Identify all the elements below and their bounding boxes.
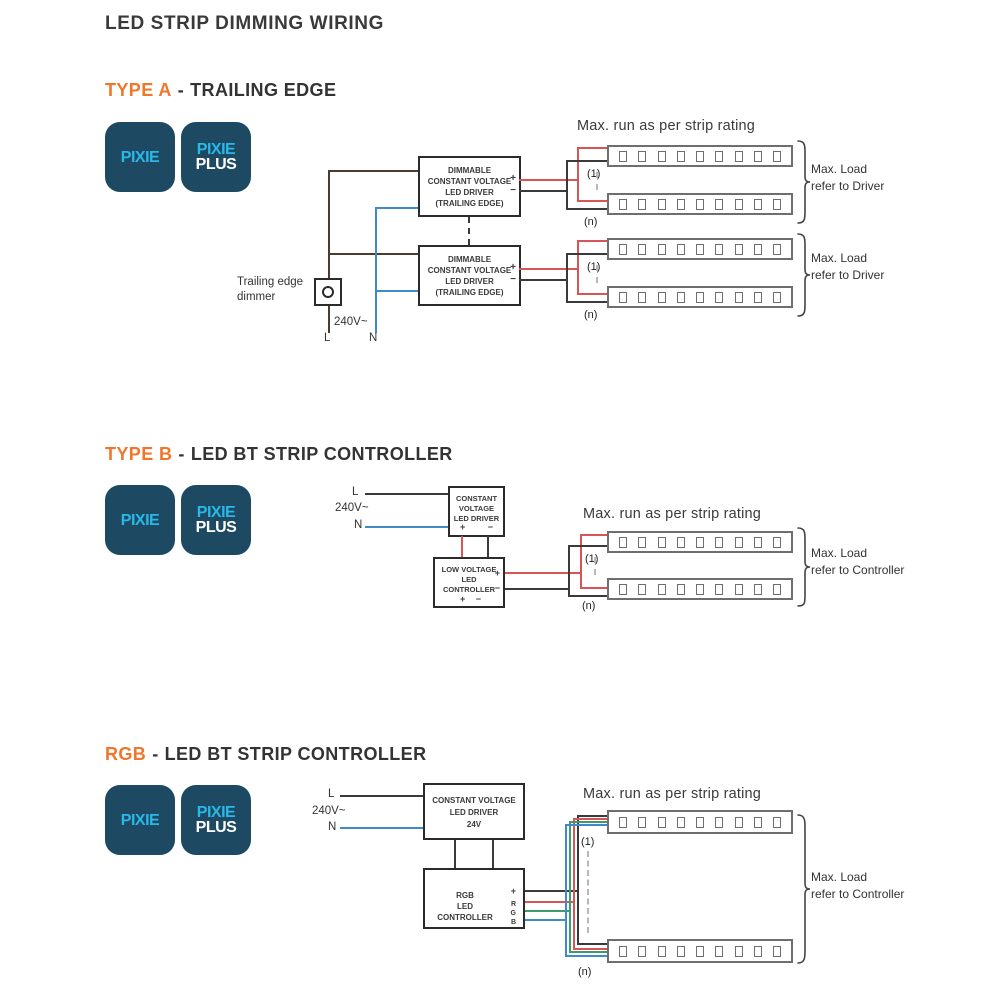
led-chip — [715, 584, 723, 595]
wire-dc — [492, 840, 494, 868]
led-chip — [715, 537, 723, 548]
driver-voltage: 24V — [466, 820, 482, 829]
driver-line3: LED DRIVER — [445, 188, 494, 197]
led-chip — [773, 537, 781, 548]
wire-dc — [454, 840, 456, 868]
wire-r — [573, 818, 607, 820]
wire-b — [565, 955, 607, 957]
led-chip — [658, 946, 666, 957]
led-chip — [715, 292, 723, 303]
driver-line4: (TRAILING EDGE) — [435, 199, 504, 208]
led-chip — [754, 151, 762, 162]
section-heading-type-a — [105, 80, 336, 101]
plus-terminal: + — [494, 568, 500, 578]
wire-neg — [566, 301, 607, 303]
max-load-note — [811, 869, 904, 903]
neutral-label: N — [369, 332, 378, 344]
wire-pos — [577, 200, 607, 202]
wire-neg — [566, 160, 568, 210]
driver-line2: CONSTANT VOLTAGE — [427, 177, 512, 186]
pixie-plus-logo-line2: PLUS — [195, 156, 237, 173]
pixie-logo-text: PIXIE — [120, 148, 160, 166]
wire-n — [375, 290, 418, 292]
wire-l — [328, 306, 330, 333]
pixie-plus-logo-line1: PIXIE — [196, 504, 236, 521]
wire-pos — [577, 293, 607, 295]
led-chip — [735, 292, 743, 303]
pixie-logo — [105, 785, 175, 855]
section-heading-type-b — [105, 444, 453, 465]
led-chip — [619, 199, 627, 210]
led-chip — [773, 584, 781, 595]
blue-terminal: B — [510, 919, 516, 926]
led-driver-box — [418, 156, 521, 217]
wire-g — [569, 951, 607, 953]
driver-line4: (TRAILING EDGE) — [435, 288, 504, 297]
led-chip — [677, 946, 685, 957]
led-controller-box — [433, 557, 505, 608]
wire-pos — [505, 572, 582, 574]
wire-neg — [568, 545, 607, 547]
wire-l — [328, 253, 418, 255]
led-chip — [715, 817, 723, 828]
pixie-plus-logo-line1: PIXIE — [196, 141, 236, 158]
wire-pos — [580, 587, 607, 589]
strip-repeat-dashed-line — [596, 172, 598, 190]
led-chip — [735, 584, 743, 595]
led-chip — [773, 817, 781, 828]
dimmer-label-line1: Trailing edge — [237, 276, 304, 288]
led-driver-box — [423, 783, 525, 840]
led-driver-box — [418, 245, 521, 306]
led-strip — [607, 238, 793, 260]
led-chip — [619, 292, 627, 303]
heading-dash: - — [178, 444, 185, 464]
led-chip — [696, 817, 704, 828]
controller-line1: LOW VOLTAGE — [441, 565, 497, 574]
wire-neg — [566, 253, 607, 255]
led-chip — [735, 946, 743, 957]
max-run-note: Max. run as per strip rating — [583, 786, 762, 802]
minus-terminal: − — [494, 583, 500, 593]
wire-pos — [577, 240, 607, 242]
wire-pos — [519, 268, 579, 270]
wire-l — [328, 170, 418, 172]
plus-terminal: + — [510, 886, 516, 896]
led-chip — [715, 946, 723, 957]
led-chip — [638, 199, 646, 210]
section-name-label: LED BT STRIP CONTROLLER — [190, 444, 453, 464]
led-chip — [773, 292, 781, 303]
plus-terminal: + — [510, 173, 516, 184]
pixie-logo — [105, 485, 175, 555]
wire-g — [569, 821, 607, 823]
wire-pos — [577, 147, 607, 149]
led-chip — [696, 584, 704, 595]
neutral-label: N — [328, 821, 337, 833]
max-load-note — [811, 545, 904, 579]
max-load-note — [811, 161, 884, 195]
driver-chain-dashed-link — [468, 217, 470, 245]
controller-line2: LED CONTROLLER — [437, 902, 493, 922]
load-brace — [796, 813, 810, 965]
led-chip — [754, 537, 762, 548]
max-run-note: Max. run as per strip rating — [577, 118, 756, 134]
max-load-line1: Max. Load — [811, 546, 868, 560]
wire-r — [573, 818, 575, 950]
led-chip — [619, 244, 627, 255]
led-chip — [658, 292, 666, 303]
wire-n — [365, 526, 448, 528]
led-chip — [638, 244, 646, 255]
led-chip — [638, 537, 646, 548]
led-chip — [638, 292, 646, 303]
driver-line1: DIMMABLE — [447, 255, 492, 264]
pixie-plus-logo-line1: PIXIE — [196, 804, 236, 821]
neutral-label: N — [354, 519, 363, 531]
led-chip — [677, 817, 685, 828]
led-chip — [658, 817, 666, 828]
led-chip — [754, 584, 762, 595]
led-chip — [754, 199, 762, 210]
led-strip — [607, 193, 793, 215]
strip-repeat-dashed-line — [596, 265, 598, 283]
pixie-logo-text: PIXIE — [120, 511, 160, 529]
led-strip — [607, 531, 793, 553]
minus-terminal: − — [510, 185, 516, 196]
led-chip — [658, 584, 666, 595]
section-heading-rgb — [105, 744, 426, 765]
led-strip — [607, 810, 793, 834]
green-terminal: G — [510, 910, 516, 917]
controller-line1: RGB — [456, 891, 474, 900]
dimmer-knob-icon — [322, 286, 334, 298]
led-chip — [696, 292, 704, 303]
max-load-line1: Max. Load — [811, 162, 868, 176]
section-type-label: TYPE A — [105, 80, 172, 100]
pixie-plus-logo — [181, 485, 251, 555]
led-chip — [735, 537, 743, 548]
rgb-controller-box — [423, 868, 525, 929]
wire-n — [375, 207, 377, 333]
max-load-line1: Max. Load — [811, 251, 868, 265]
wire-pos — [580, 534, 582, 589]
led-chip — [754, 946, 762, 957]
pixie-plus-logo-line2: PLUS — [195, 819, 237, 836]
max-load-line1: Max. Load — [811, 870, 868, 884]
led-chip — [696, 244, 704, 255]
strip-first-label: (1) — [581, 836, 595, 848]
dimmer-label-line2: dimmer — [237, 291, 276, 303]
led-strip — [607, 145, 793, 167]
wire-pos — [577, 240, 579, 295]
wire-b — [565, 824, 607, 826]
wire-n — [375, 207, 418, 209]
max-load-line2: refer to Controller — [811, 563, 905, 577]
led-strip — [607, 286, 793, 308]
led-chip — [735, 817, 743, 828]
controller-title — [429, 890, 501, 923]
trailing-edge-dimmer — [314, 278, 342, 306]
wire-neg — [505, 588, 570, 590]
section-type-label: RGB — [105, 744, 147, 764]
led-chip — [715, 244, 723, 255]
max-load-line2: refer to Driver — [811, 179, 885, 193]
heading-dash: - — [152, 744, 159, 764]
led-chip — [638, 584, 646, 595]
wire-pos — [577, 943, 607, 945]
wire-neg — [568, 595, 607, 597]
dimmer-label — [237, 275, 303, 305]
section-name-label: TRAILING EDGE — [190, 80, 337, 100]
led-chip — [773, 199, 781, 210]
load-brace — [796, 526, 810, 608]
max-load-line2: refer to Driver — [811, 268, 885, 282]
wire-neg — [566, 208, 607, 210]
strip-nth-label: (n) — [584, 309, 598, 321]
led-chip — [715, 199, 723, 210]
led-chip — [658, 199, 666, 210]
led-driver-box — [448, 486, 505, 537]
led-chip — [658, 151, 666, 162]
wire-pos — [519, 179, 579, 181]
section-type-label: TYPE B — [105, 444, 173, 464]
strip-first-label: (1) — [587, 168, 601, 180]
led-chip — [638, 151, 646, 162]
heading-dash: - — [177, 80, 185, 100]
driver-line1: CONSTANT — [455, 494, 498, 503]
wire-l — [340, 795, 423, 797]
led-chip — [754, 244, 762, 255]
wire-l — [365, 493, 448, 495]
wire-neg — [519, 279, 568, 281]
pixie-plus-logo — [181, 785, 251, 855]
wire-pos — [577, 815, 579, 945]
led-chip — [735, 151, 743, 162]
strip-repeat-dashed-line — [594, 557, 596, 575]
led-chip — [619, 946, 627, 957]
live-label: L — [352, 486, 359, 498]
wire-b — [525, 919, 567, 921]
led-chip — [638, 946, 646, 957]
led-chip — [696, 199, 704, 210]
wire-pos — [461, 536, 463, 557]
wire-l — [328, 170, 330, 278]
led-chip — [677, 199, 685, 210]
led-chip — [735, 199, 743, 210]
wire-neg — [566, 160, 607, 162]
driver-line3: LED DRIVER — [453, 514, 500, 523]
led-chip — [619, 817, 627, 828]
plus-terminal: + — [460, 522, 466, 532]
led-chip — [773, 151, 781, 162]
voltage-label: 240V~ — [335, 502, 369, 514]
wire-r — [525, 901, 575, 903]
minus-terminal: − — [510, 274, 516, 285]
wire-b — [565, 824, 567, 957]
minus-terminal: − — [487, 522, 493, 532]
wire-neg — [568, 545, 570, 597]
driver-line3: LED DRIVER — [445, 277, 494, 286]
pixie-plus-logo — [181, 122, 251, 192]
live-label: L — [324, 332, 331, 344]
load-brace — [796, 139, 810, 225]
wire-pos — [580, 534, 607, 536]
led-chip — [754, 817, 762, 828]
led-chip — [715, 151, 723, 162]
led-chip — [773, 946, 781, 957]
strip-nth-label: (n) — [582, 600, 596, 612]
led-chip — [696, 946, 704, 957]
pixie-logo — [105, 122, 175, 192]
load-brace — [796, 232, 810, 318]
max-load-note — [811, 250, 884, 284]
driver-line1: DIMMABLE — [447, 166, 492, 175]
led-chip — [619, 537, 627, 548]
led-chip — [696, 151, 704, 162]
wire-r — [573, 948, 607, 950]
strip-nth-label: (n) — [584, 216, 598, 228]
voltage-label: 240V~ — [334, 316, 368, 328]
plus-terminal: + — [460, 594, 466, 604]
max-load-line2: refer to Controller — [811, 887, 905, 901]
led-chip — [677, 292, 685, 303]
led-chip — [619, 584, 627, 595]
led-strip — [607, 939, 793, 963]
strip-first-label: (1) — [585, 553, 599, 565]
minus-terminal: − — [475, 594, 481, 604]
led-chip — [638, 817, 646, 828]
led-chip — [658, 244, 666, 255]
led-chip — [677, 537, 685, 548]
led-chip — [619, 151, 627, 162]
wire-pos — [577, 815, 607, 817]
led-chip — [735, 244, 743, 255]
strip-first-label: (1) — [587, 261, 601, 273]
live-label: L — [328, 788, 335, 800]
led-strip — [607, 578, 793, 600]
wire-neg — [487, 536, 489, 557]
led-chip — [754, 292, 762, 303]
wire-n — [340, 827, 423, 829]
controller-line3: CONTROLLER — [442, 585, 496, 594]
voltage-label: 240V~ — [312, 805, 346, 817]
section-name-label: LED BT STRIP CONTROLLER — [164, 744, 427, 764]
led-chip — [677, 244, 685, 255]
led-chip — [677, 584, 685, 595]
driver-line1: CONSTANT VOLTAGE — [432, 796, 516, 805]
plus-terminal: + — [510, 262, 516, 273]
pixie-logo-text: PIXIE — [120, 811, 160, 829]
driver-line2: LED DRIVER — [449, 808, 499, 817]
led-chip — [773, 244, 781, 255]
strip-repeat-dashed-line — [587, 851, 589, 933]
driver-line2: CONSTANT VOLTAGE — [427, 266, 512, 275]
max-run-note: Max. run as per strip rating — [583, 506, 762, 522]
wire-pos — [577, 147, 579, 202]
strip-nth-label: (n) — [578, 966, 592, 978]
red-terminal: R — [510, 901, 516, 908]
wire-neg — [519, 190, 568, 192]
led-chip — [658, 537, 666, 548]
driver-line2: VOLTAGE — [458, 504, 495, 513]
pixie-plus-logo-line2: PLUS — [195, 519, 237, 536]
controller-line2: LED — [461, 575, 477, 584]
wire-neg — [566, 253, 568, 303]
led-chip — [677, 151, 685, 162]
wire-g — [569, 821, 571, 953]
page-title: LED STRIP DIMMING WIRING — [105, 13, 384, 34]
led-chip — [696, 537, 704, 548]
